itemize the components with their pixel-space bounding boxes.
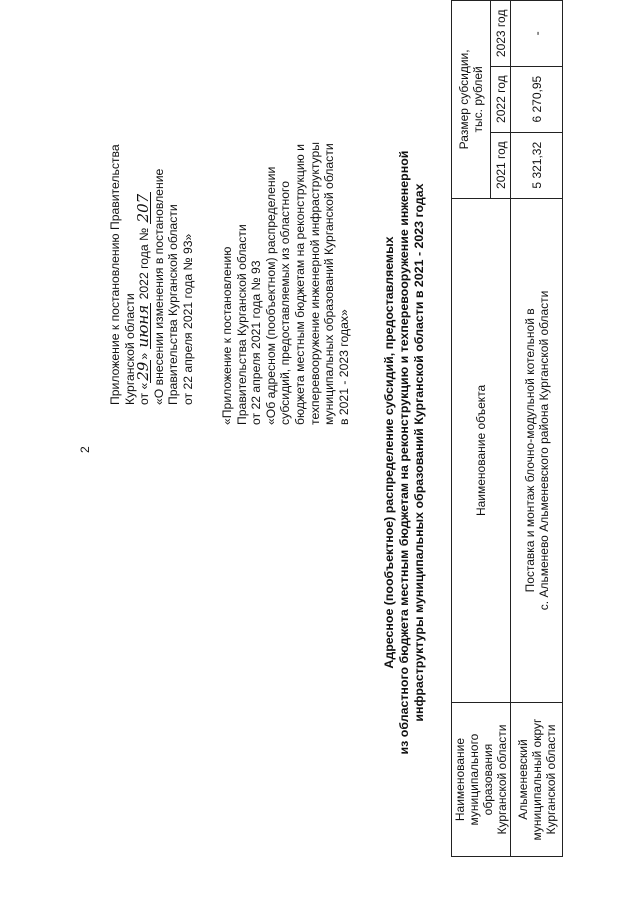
appendix-header — [108, 144, 196, 405]
cell-municipality: Альменевский муниципальный округ Курганской области — [511, 703, 563, 857]
appendix-line-2: Курганской области — [122, 293, 137, 405]
quoted-line: субсидий, предоставляемых из областного — [278, 181, 293, 425]
header-municipality: Наименование муниципального образования Курганской области — [452, 703, 511, 857]
quoted-line: «Приложение к постановлению — [220, 246, 234, 425]
header-year-2023: 2023 год — [491, 1, 511, 67]
quoted-line: бюджета местным бюджетам на реконструкцию и — [292, 144, 307, 425]
quoted-line: муниципальных образований Курганской области — [322, 143, 337, 425]
document-title — [382, 0, 427, 905]
handwritten-day: 29 — [134, 361, 153, 381]
quoted-line: в 2021 - 2023 годах» — [336, 309, 351, 425]
cell-object: Поставка и монтаж блочно-модульной котельной в с. Альменево Альменевского района Курганской области — [511, 198, 563, 702]
header-year-2021: 2021 год — [491, 132, 511, 198]
handwritten-month: июня — [134, 304, 153, 348]
quoted-line: техперевооружение инженерной инфраструктуры — [307, 141, 322, 425]
appendix-line-6: от 22 апреля 2021 года № 93» — [180, 233, 195, 405]
handwritten-number: 207 — [134, 193, 153, 223]
header-subsidy: Размер субсидии, тыс. рублей — [452, 1, 491, 199]
appendix-line-1: Приложение к постановлению Правительства — [108, 144, 122, 405]
cell-2021: 5 321,32 — [511, 132, 563, 198]
header-year-2022: 2022 год — [491, 66, 511, 132]
appendix-line-5: Правительства Курганской области — [166, 204, 181, 405]
date-prefix: от « — [137, 382, 152, 405]
quoted-line: Правительства Курганской области — [234, 224, 249, 425]
table-row — [511, 1, 563, 857]
quoted-line: «Об адресном (пообъектном) распределении — [263, 166, 278, 425]
quoted-line: от 22 апреля 2021 года № 93 — [249, 260, 264, 425]
title-line: инфраструктуры муниципальных образований Курганской области в 2021 - 2023 годах — [412, 183, 426, 722]
title-line: Адресное (пообъектное) распределение субсидий, предоставляемых — [382, 236, 396, 669]
header-object: Наименование объекта — [452, 198, 511, 702]
subsidy-table — [451, 0, 563, 857]
quoted-appendix — [220, 142, 351, 425]
date-mid-1: » — [137, 352, 152, 360]
cell-2022: 6 270,95 — [511, 66, 563, 132]
appendix-line-4: «О внесении изменения в постановление — [151, 168, 166, 405]
page-number: 2 — [78, 446, 92, 453]
date-mid-2: 2022 года № — [137, 227, 152, 300]
cell-2023: - — [511, 1, 563, 67]
appendix-date-line — [134, 144, 153, 405]
title-line: из областного бюджета местным бюджетам на реконструкцию и техперевооружение инженерной — [397, 150, 411, 755]
